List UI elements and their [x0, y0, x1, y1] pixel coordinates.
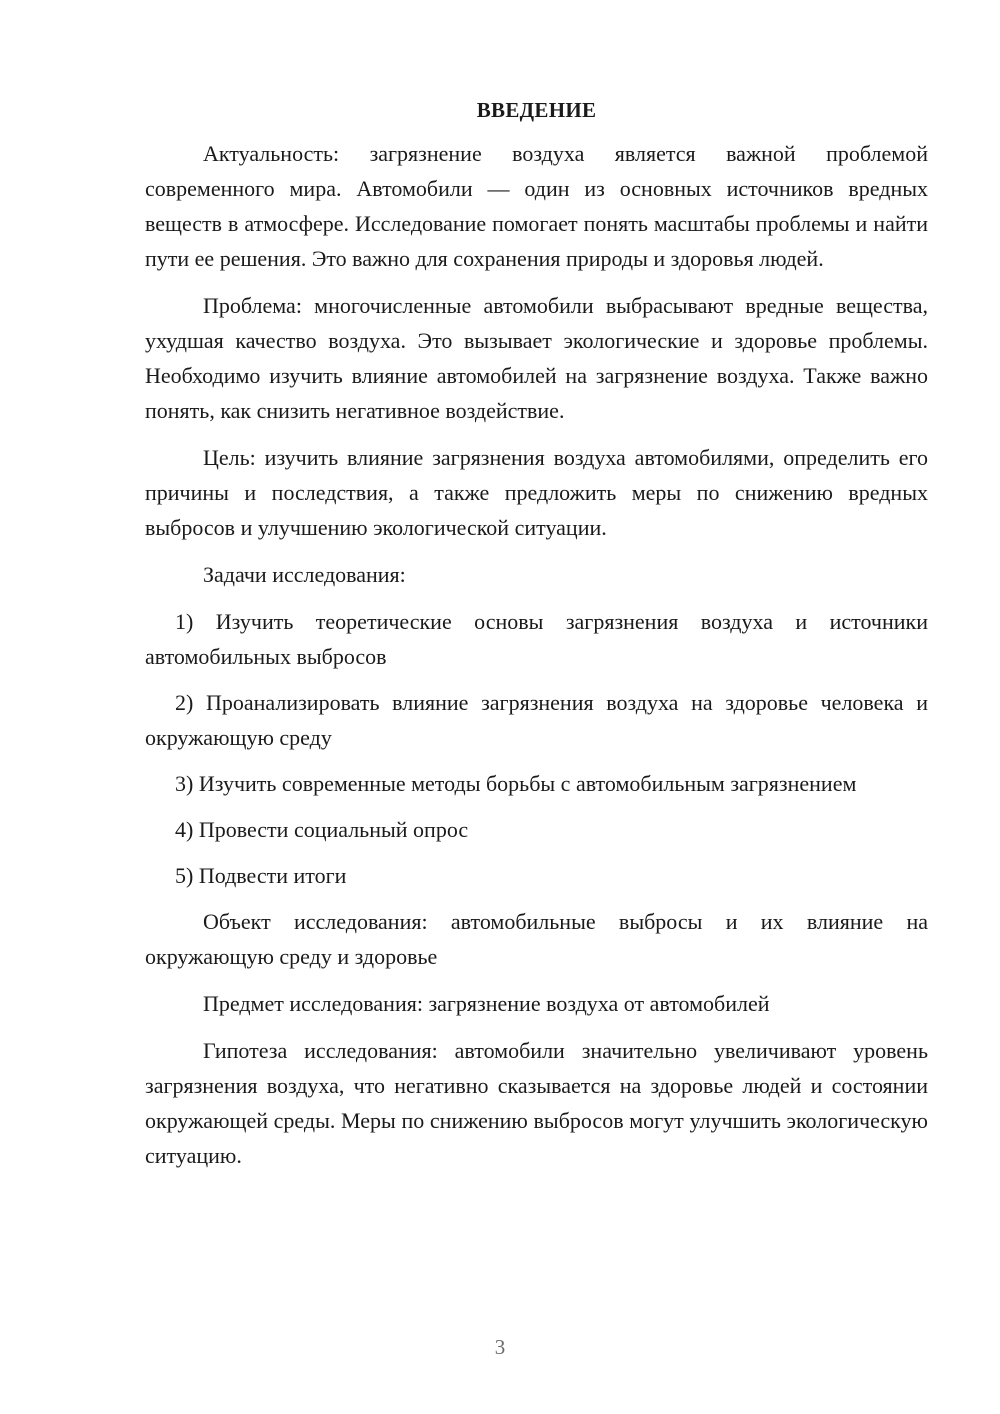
list-item-task-2: 2) Проанализировать влияние загрязнения воздуха на здоровье человека и окружающую среду	[145, 690, 928, 750]
paragraph-tasks-intro: Задачи исследования:	[203, 562, 406, 587]
list-item-task-5: 5) Подвести итоги	[175, 863, 347, 888]
list-item-task-4: 4) Провести социальный опрос	[175, 817, 469, 842]
paragraph-relevance: Актуальность: загрязнение воздуха является важной проблемой современного мира. Автомобили — один из основных источников вредных веществ в атмосфере. Исследование помогает понять масштабы проблемы и найти пути ее решения. Это важно для сохранения природы и здоровья людей.	[145, 141, 928, 271]
paragraph-subject: Предмет исследования: загрязнение воздуха от автомобилей	[203, 991, 770, 1016]
list-item-task-3: 3) Изучить современные методы борьбы с автомобильным загрязнением	[175, 771, 857, 796]
section-heading: ВВЕДЕНИЕ	[476, 98, 597, 122]
paragraph-problem: Проблема: многочисленные автомобили выбрасывают вредные вещества, ухудшая качество воздуха. Это вызывает экологические и здоровье проблемы. Необходимо изучить влияние автомобилей на загрязнение воздуха. Также важно понять, как снизить негативное воздействие.	[145, 293, 928, 423]
paragraph-goal: Цель: изучить влияние загрязнения воздуха автомобилями, определить его причины и последствия, а также предложить меры по снижению вредных выбросов и улучшению экологической ситуации.	[145, 445, 928, 540]
page-number: 3	[494, 1335, 506, 1359]
tasks-list	[145, 604, 928, 893]
paragraph-object: Объект исследования: автомобильные выбросы и их влияние на окружающую среду и здоровье	[145, 909, 928, 969]
document-page	[145, 95, 928, 1173]
paragraph-hypothesis: Гипотеза исследования: автомобили значительно увеличивают уровень загрязнения воздуха, что негативно сказывается на здоровье людей и состоянии окружающей среды. Меры по снижению выбросов могут улучшить экологическую ситуацию.	[145, 1038, 928, 1168]
list-item-task-1: 1) Изучить теоретические основы загрязнения воздуха и источники автомобильных выбросов	[145, 609, 928, 669]
